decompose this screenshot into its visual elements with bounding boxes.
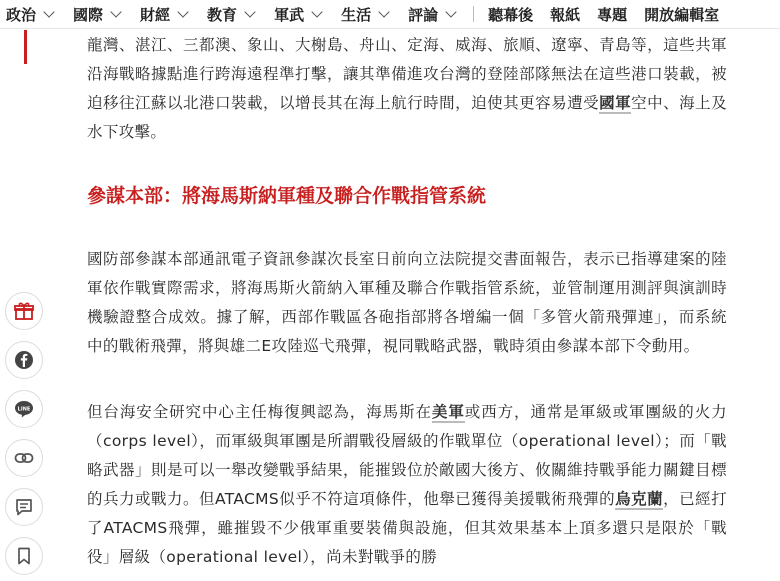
nav-category-label: 評論 — [408, 5, 439, 24]
gift-icon — [14, 301, 34, 321]
comment-icon — [14, 497, 34, 517]
comment-button[interactable] — [5, 488, 43, 526]
chevron-down-icon — [244, 6, 255, 17]
nav-category-label: 教育 — [207, 5, 238, 24]
nav-category-label: 生活 — [341, 5, 372, 24]
line-share-button[interactable] — [5, 390, 43, 428]
chevron-down-icon — [378, 6, 389, 17]
nav-category-label: 政治 — [6, 5, 37, 24]
top-nav — [0, 0, 780, 29]
chevron-down-icon — [43, 6, 54, 17]
paragraph-text: ，已經打了ATACMS飛彈，雖摧毀不少俄軍重要裝備與設施，但其效果基本上頂多還只是限於「戰役」層級（operational level），尚未對戰爭的勝 — [87, 490, 727, 566]
bookmark-icon — [14, 546, 34, 566]
nav-category-item[interactable] — [408, 4, 455, 25]
chevron-down-icon — [445, 6, 456, 17]
nav-link[interactable]: 開放編輯室 — [644, 5, 720, 24]
facebook-share-button[interactable] — [5, 341, 43, 379]
nav-category-item[interactable] — [274, 4, 321, 25]
nav-category-item[interactable] — [140, 4, 187, 25]
nav-category-label: 國際 — [73, 5, 104, 24]
paragraph-1 — [87, 31, 727, 147]
section-accent-bar — [24, 30, 27, 64]
nav-category-label: 軍武 — [274, 5, 305, 24]
paragraph-text: 龍灣、湛江、三都澳、象山、大榭島、舟山、定海、威海、旅順、遼寧、青島等，這些共軍沿海戰略據點進行跨海遠程準打擊，讓其準備進攻台灣的登陸部隊無法在這些港口裝載，被迫移往江蘇以北港口裝載，以增長其在海上航行時間，迫使其更容易遭受 — [87, 36, 727, 112]
paragraph-text: 國防部參謀本部通訊電子資訊參謀次長室日前向立法院提交書面報告，表示已指導建案的陸軍依作戰實際需求，將海馬斯火箭納入軍種及聯合作戰指管系統，並管制運用測評與演訓時機驗證整合成效。據了解，西部作戰區各砲指部將各增編一個「多管火箭飛彈連」，而系統中的戰術飛彈，將與雄二E攻陸巡弋飛彈，視同戰略武器，戰時須由參謀本部下令動用。 — [87, 250, 727, 355]
nav-divider — [473, 6, 474, 22]
nav-link[interactable]: 報紙 — [550, 5, 581, 24]
keyword-link[interactable]: 國軍 — [599, 94, 632, 112]
nav-category-item[interactable] — [6, 4, 53, 25]
gift-button[interactable] — [5, 292, 43, 330]
paragraph-3 — [87, 398, 727, 572]
chevron-down-icon — [110, 6, 121, 17]
keyword-link[interactable]: 烏克蘭 — [615, 490, 664, 508]
paragraph-text: 或西方，通常是軍級或軍團級的火力（corps level），而軍級與軍團是所謂戰役層級的作戰單位（operational level）；而「戰略武器」則是可以一舉改變戰爭結果，能摧毀位於敵國大後方、攸關維持戰爭能力關鍵目標的兵力或戰力。但ATACMS似乎不符這項條件，他舉已獲得美援戰術飛彈的 — [87, 403, 727, 508]
share-bar — [5, 292, 45, 581]
nav-category-label: 財經 — [140, 5, 171, 24]
article-body — [87, 31, 727, 572]
link-icon — [14, 448, 34, 468]
nav-category-item[interactable] — [341, 4, 388, 25]
paragraph-2 — [87, 245, 727, 361]
chevron-down-icon — [177, 6, 188, 17]
nav-link[interactable]: 專題 — [597, 5, 628, 24]
bookmark-button[interactable] — [5, 537, 43, 575]
keyword-link[interactable]: 美軍 — [431, 403, 465, 421]
paragraph-text: 空中、海上及水下攻擊。 — [87, 94, 728, 141]
nav-category-item[interactable] — [207, 4, 254, 25]
section-heading: 參謀本部：將海馬斯納軍種及聯合作戰指管系統 — [87, 185, 487, 207]
svg-text:LINE: LINE — [17, 406, 31, 413]
facebook-icon — [14, 350, 34, 370]
nav-link[interactable]: 聽幕後 — [488, 5, 534, 24]
chevron-down-icon — [311, 6, 322, 17]
nav-category-item[interactable] — [73, 4, 120, 25]
line-icon — [13, 398, 35, 420]
copy-link-button[interactable] — [5, 439, 43, 477]
paragraph-text: 但台海安全研究中心主任梅復興認為，海馬斯在 — [87, 403, 432, 421]
